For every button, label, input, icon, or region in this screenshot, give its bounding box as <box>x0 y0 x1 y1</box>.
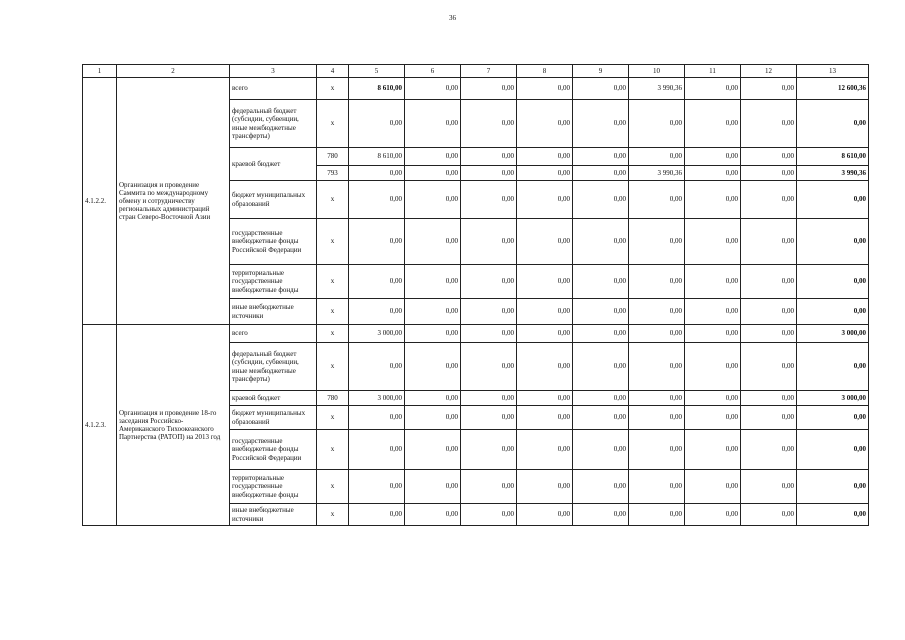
value-cell: 0,00 <box>517 343 573 391</box>
value-cell: 0,00 <box>797 504 869 526</box>
budget-code: 793 <box>317 166 349 181</box>
value-cell: 0,00 <box>741 470 797 504</box>
value-cell: 0,00 <box>685 100 741 148</box>
value-cell: 0,00 <box>573 406 629 430</box>
value-cell: 8 610,00 <box>349 78 405 100</box>
funding-source: федеральный бюджет (субсидии, субвенции, иные межбюджетные трансферты) <box>230 343 317 391</box>
value-cell: 0,00 <box>685 504 741 526</box>
value-cell: 3 990,36 <box>629 78 685 100</box>
budget-code: х <box>317 181 349 219</box>
funding-source: иные внебюджетные источники <box>230 299 317 325</box>
value-cell: 0,00 <box>797 470 869 504</box>
value-cell: 0,00 <box>741 430 797 470</box>
value-cell: 0,00 <box>405 325 461 343</box>
value-cell: 0,00 <box>573 181 629 219</box>
budget-code: х <box>317 299 349 325</box>
value-cell: 0,00 <box>741 406 797 430</box>
funding-source: государственные внебюджетные фонды Российской Федерации <box>230 219 317 265</box>
value-cell: 0,00 <box>573 299 629 325</box>
value-cell: 0,00 <box>349 504 405 526</box>
budget-table <box>82 64 869 526</box>
value-cell: 0,00 <box>517 181 573 219</box>
budget-code: х <box>317 265 349 299</box>
value-cell: 0,00 <box>517 391 573 406</box>
header-cell: 8 <box>517 65 573 78</box>
value-cell: 0,00 <box>629 504 685 526</box>
budget-code: х <box>317 470 349 504</box>
budget-code: х <box>317 504 349 526</box>
value-cell: 0,00 <box>405 470 461 504</box>
budget-code: х <box>317 100 349 148</box>
header-cell: 9 <box>573 65 629 78</box>
value-cell: 0,00 <box>349 430 405 470</box>
value-cell: 0,00 <box>517 100 573 148</box>
value-cell: 0,00 <box>349 470 405 504</box>
value-cell: 0,00 <box>629 343 685 391</box>
value-cell: 0,00 <box>685 181 741 219</box>
header-cell: 5 <box>349 65 405 78</box>
value-cell: 0,00 <box>629 299 685 325</box>
header-cell: 1 <box>83 65 117 78</box>
value-cell: 8 610,00 <box>797 148 869 166</box>
value-cell: 0,00 <box>797 181 869 219</box>
value-cell: 0,00 <box>517 430 573 470</box>
funding-source: всего <box>230 325 317 343</box>
value-cell: 3 990,36 <box>797 166 869 181</box>
value-cell: 0,00 <box>517 265 573 299</box>
value-cell: 0,00 <box>629 181 685 219</box>
value-cell: 0,00 <box>349 265 405 299</box>
value-cell: 0,00 <box>349 406 405 430</box>
value-cell: 0,00 <box>573 265 629 299</box>
value-cell: 0,00 <box>741 166 797 181</box>
value-cell: 0,00 <box>461 391 517 406</box>
value-cell: 12 600,36 <box>797 78 869 100</box>
value-cell: 0,00 <box>629 391 685 406</box>
header-cell: 3 <box>230 65 317 78</box>
value-cell: 0,00 <box>461 265 517 299</box>
value-cell: 0,00 <box>573 391 629 406</box>
funding-source: федеральный бюджет (субсидии, субвенции, иные межбюджетные трансферты) <box>230 100 317 148</box>
funding-source: всего <box>230 78 317 100</box>
value-cell: 0,00 <box>461 78 517 100</box>
value-cell: 0,00 <box>349 299 405 325</box>
value-cell: 0,00 <box>573 219 629 265</box>
funding-source: территориальные государственные внебюджетные фонды <box>230 265 317 299</box>
budget-code: х <box>317 325 349 343</box>
value-cell: 0,00 <box>741 265 797 299</box>
value-cell: 0,00 <box>461 299 517 325</box>
value-cell: 0,00 <box>741 343 797 391</box>
page-number: 36 <box>449 14 456 22</box>
value-cell: 0,00 <box>741 78 797 100</box>
value-cell: 0,00 <box>461 148 517 166</box>
value-cell: 0,00 <box>405 430 461 470</box>
header-cell: 11 <box>685 65 741 78</box>
value-cell: 0,00 <box>517 470 573 504</box>
value-cell: 0,00 <box>685 430 741 470</box>
value-cell: 3 000,00 <box>349 391 405 406</box>
value-cell: 0,00 <box>349 219 405 265</box>
value-cell: 8 610,00 <box>349 148 405 166</box>
value-cell: 0,00 <box>797 406 869 430</box>
value-cell: 0,00 <box>629 265 685 299</box>
budget-code: х <box>317 219 349 265</box>
value-cell: 0,00 <box>461 430 517 470</box>
value-cell: 0,00 <box>573 78 629 100</box>
value-cell: 0,00 <box>629 406 685 430</box>
funding-source: иные внебюджетные источники <box>230 504 317 526</box>
value-cell: 0,00 <box>517 406 573 430</box>
value-cell: 3 990,36 <box>629 166 685 181</box>
funding-source: государственные внебюджетные фонды Российской Федерации <box>230 430 317 470</box>
value-cell: 0,00 <box>405 265 461 299</box>
value-cell: 0,00 <box>461 406 517 430</box>
header-cell: 12 <box>741 65 797 78</box>
value-cell: 0,00 <box>405 78 461 100</box>
value-cell: 0,00 <box>685 325 741 343</box>
value-cell: 0,00 <box>573 166 629 181</box>
value-cell: 0,00 <box>517 148 573 166</box>
value-cell: 0,00 <box>517 325 573 343</box>
value-cell: 0,00 <box>741 219 797 265</box>
funding-source: краевой бюджет <box>230 391 317 406</box>
value-cell: 0,00 <box>461 219 517 265</box>
item-title: Организация и проведение 18-го заседания Российско-Американского Тихоокеанского Партнерства (РАТОП) на 2013 год <box>117 325 230 526</box>
value-cell: 0,00 <box>349 343 405 391</box>
value-cell: 0,00 <box>405 391 461 406</box>
value-cell: 0,00 <box>685 406 741 430</box>
value-cell: 0,00 <box>405 219 461 265</box>
value-cell: 0,00 <box>405 148 461 166</box>
value-cell: 0,00 <box>629 148 685 166</box>
value-cell: 0,00 <box>629 100 685 148</box>
value-cell: 0,00 <box>685 78 741 100</box>
value-cell: 0,00 <box>797 265 869 299</box>
value-cell: 0,00 <box>741 504 797 526</box>
header-row <box>83 65 869 78</box>
value-cell: 0,00 <box>461 343 517 391</box>
value-cell: 0,00 <box>405 504 461 526</box>
value-cell: 0,00 <box>405 406 461 430</box>
item-code: 4.1.2.2. <box>83 78 117 325</box>
value-cell: 0,00 <box>573 343 629 391</box>
value-cell: 3 000,00 <box>797 391 869 406</box>
value-cell: 0,00 <box>741 325 797 343</box>
value-cell: 0,00 <box>461 470 517 504</box>
funding-source: краевой бюджет <box>230 148 317 181</box>
budget-code: х <box>317 430 349 470</box>
header-cell: 13 <box>797 65 869 78</box>
value-cell: 0,00 <box>461 181 517 219</box>
value-cell: 0,00 <box>517 166 573 181</box>
header-cell: 2 <box>117 65 230 78</box>
value-cell: 0,00 <box>573 430 629 470</box>
value-cell: 0,00 <box>573 504 629 526</box>
value-cell: 0,00 <box>405 343 461 391</box>
value-cell: 0,00 <box>461 504 517 526</box>
value-cell: 0,00 <box>517 504 573 526</box>
value-cell: 0,00 <box>797 100 869 148</box>
budget-code: 780 <box>317 148 349 166</box>
value-cell: 0,00 <box>685 219 741 265</box>
value-cell: 0,00 <box>741 148 797 166</box>
value-cell: 0,00 <box>797 430 869 470</box>
table-row <box>83 78 869 100</box>
budget-code: 780 <box>317 391 349 406</box>
value-cell: 0,00 <box>629 430 685 470</box>
value-cell: 0,00 <box>685 470 741 504</box>
value-cell: 0,00 <box>461 166 517 181</box>
table-row <box>83 325 869 343</box>
value-cell: 0,00 <box>629 325 685 343</box>
item-title: Организация и проведение Саммита по международному обмену и сотрудничеству региональных администраций стран Северо-Восточной Азии <box>117 78 230 325</box>
value-cell: 0,00 <box>797 299 869 325</box>
value-cell: 0,00 <box>517 219 573 265</box>
value-cell: 0,00 <box>685 166 741 181</box>
header-cell: 4 <box>317 65 349 78</box>
value-cell: 0,00 <box>685 148 741 166</box>
budget-code: х <box>317 343 349 391</box>
value-cell: 0,00 <box>517 299 573 325</box>
funding-source: бюджет муниципальных образований <box>230 181 317 219</box>
value-cell: 0,00 <box>685 299 741 325</box>
header-cell: 10 <box>629 65 685 78</box>
value-cell: 3 000,00 <box>797 325 869 343</box>
value-cell: 0,00 <box>573 100 629 148</box>
value-cell: 0,00 <box>629 470 685 504</box>
value-cell: 0,00 <box>797 219 869 265</box>
value-cell: 0,00 <box>741 100 797 148</box>
value-cell: 0,00 <box>573 325 629 343</box>
table-body <box>83 78 869 526</box>
value-cell: 0,00 <box>797 343 869 391</box>
value-cell: 0,00 <box>349 181 405 219</box>
value-cell: 0,00 <box>517 78 573 100</box>
header-cell: 7 <box>461 65 517 78</box>
value-cell: 0,00 <box>685 265 741 299</box>
value-cell: 0,00 <box>405 100 461 148</box>
value-cell: 0,00 <box>685 343 741 391</box>
value-cell: 0,00 <box>741 391 797 406</box>
value-cell: 3 000,00 <box>349 325 405 343</box>
value-cell: 0,00 <box>349 100 405 148</box>
funding-source: территориальные государственные внебюджетные фонды <box>230 470 317 504</box>
item-code: 4.1.2.3. <box>83 325 117 526</box>
budget-code: х <box>317 406 349 430</box>
value-cell: 0,00 <box>741 299 797 325</box>
value-cell: 0,00 <box>405 299 461 325</box>
value-cell: 0,00 <box>461 100 517 148</box>
value-cell: 0,00 <box>685 391 741 406</box>
value-cell: 0,00 <box>741 181 797 219</box>
value-cell: 0,00 <box>405 166 461 181</box>
value-cell: 0,00 <box>573 148 629 166</box>
header-cell: 6 <box>405 65 461 78</box>
value-cell: 0,00 <box>349 166 405 181</box>
value-cell: 0,00 <box>629 219 685 265</box>
value-cell: 0,00 <box>573 470 629 504</box>
value-cell: 0,00 <box>405 181 461 219</box>
budget-code: х <box>317 78 349 100</box>
funding-source: бюджет муниципальных образований <box>230 406 317 430</box>
value-cell: 0,00 <box>461 325 517 343</box>
